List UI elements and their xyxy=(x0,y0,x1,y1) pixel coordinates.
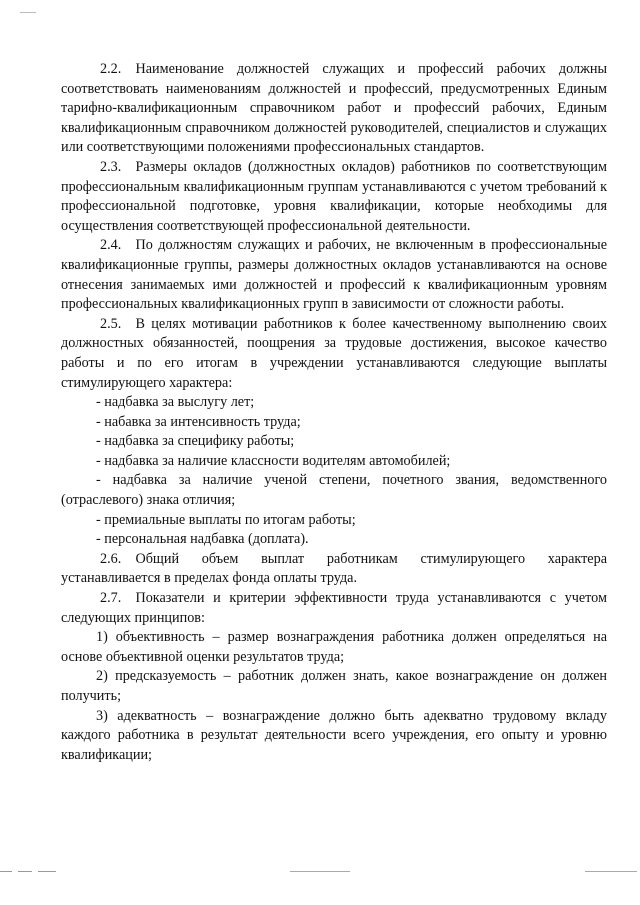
list-item: - надбавка за специфику работы; xyxy=(96,433,295,450)
scan-artifact xyxy=(38,871,56,872)
paragraph-2-4: 2.4. По должностям служащих и рабочих, не включенным в профессиональные квалификационные группы, размеры должностных окладов устанавливаются на основе отнесения занимаемых ими должностей и профессий к квалификационным уровням профессиональных квалификационных групп в зависимости от сложности работы. xyxy=(61,237,607,313)
list-item: - персональная надбавка (доплата). xyxy=(96,531,309,548)
principle-item: 2) предсказуемость – работник должен знать, какое вознаграждение он должен получить; xyxy=(61,668,607,704)
paragraph-2-2: 2.2. Наименование должностей служащих и профессий рабочих должны соответствовать наименованиям должностей и профессий, предусмотренных Единым тарифно-квалификационным справочником работ и профессий рабочих, Единым квалификационным справочником должностей руководителей, специалистов и служащих или соответствующими положениями профессиональных стандартов. xyxy=(61,61,607,156)
principle-item: 3) адекватность – вознаграждение должно быть адекватно трудовому вкладу каждого работника в результат деятельности всего учреждения, его опыту и уровню квалификации; xyxy=(61,707,607,763)
scan-artifact xyxy=(20,12,36,13)
list-item: - набавка за интенсивность труда; xyxy=(96,413,301,430)
paragraph-2-6: 2.6. Общий объем выплат работникам стимулирующего характера устанавливается в пределах фонда оплаты труда. xyxy=(61,550,607,587)
document-body xyxy=(61,60,607,765)
list-item: - премиальные выплаты по итогам работы; xyxy=(96,511,356,528)
scan-artifact xyxy=(290,871,350,872)
scan-artifact xyxy=(18,871,32,872)
principle-item: 1) объективность – размер вознаграждения работника должен определяться на основе объективной оценки результатов труда; xyxy=(61,629,607,665)
paragraph-2-3: 2.3. Размеры окладов (должностных окладов) работников по соответствующим профессиональным квалификационным группам устанавливаются с учетом требований к профессиональной подготовке, уровня квалификации, которые необходимы для осуществления соответствующей профессиональной деятельности. xyxy=(61,158,607,234)
list-item: - надбавка за наличие ученой степени, почетного звания, ведомственного (отраслевого) знака отличия; xyxy=(61,472,607,509)
paragraph-2-7: 2.7. Показатели и критерии эффективности труда устанавливаются с учетом следующих принципов: xyxy=(61,590,607,626)
scan-artifact xyxy=(585,871,637,872)
list-item: - надбавка за выслугу лет; xyxy=(96,394,255,411)
scan-artifact xyxy=(0,871,12,872)
list-item: - надбавка за наличие классности водителям автомобилей; xyxy=(96,452,451,469)
paragraph-2-5: 2.5. В целях мотивации работников к более качественному выполнению своих должностных обязанностей, поощрения за трудовые достижения, высокое качество работы и по его итогам в учреждении устанавливаются следующие выплаты стимулирующего характера: xyxy=(61,315,607,391)
